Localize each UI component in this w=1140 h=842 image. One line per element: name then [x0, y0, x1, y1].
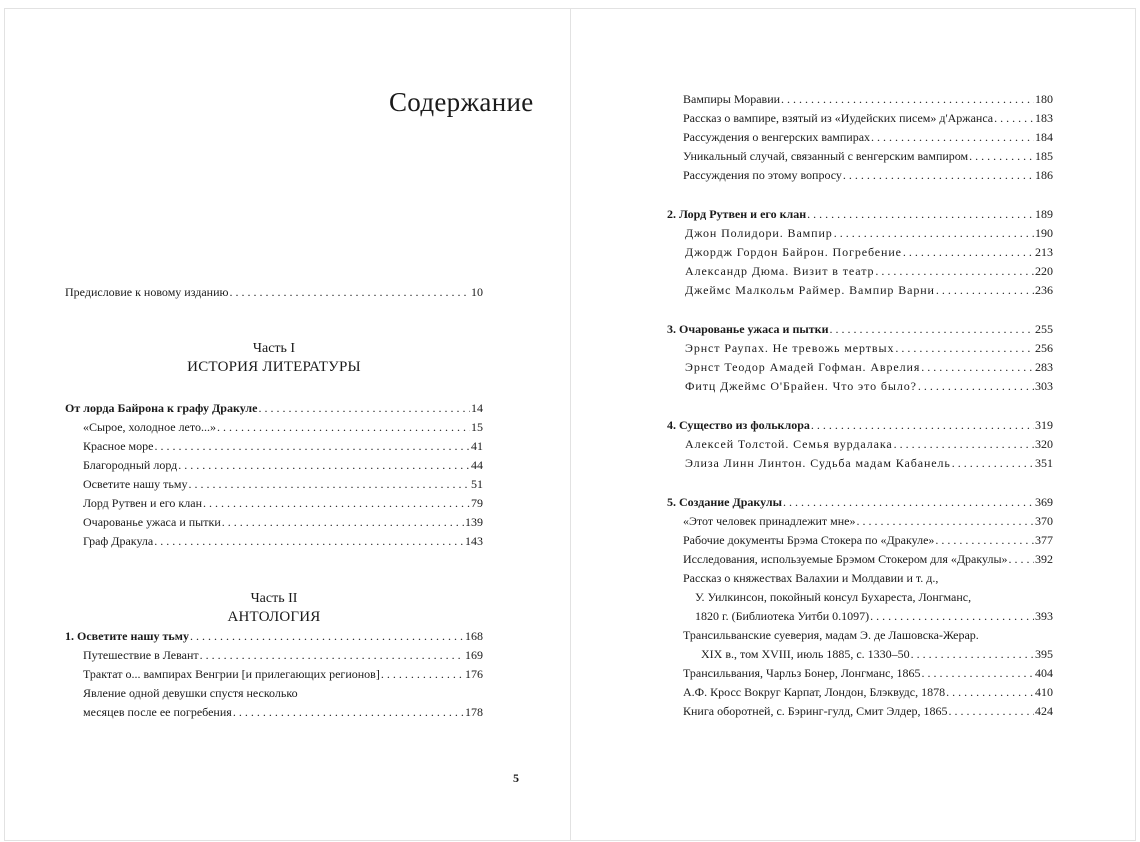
toc-entry: 1820 г. (Библиотека Уитби 0.1097) . . . 393 — [695, 607, 1053, 626]
toc-entry: Уникальный случай, связанный с венгерским вампиром . . . 185 — [683, 147, 1053, 166]
left-page — [4, 8, 571, 841]
right-page — [571, 8, 1136, 841]
toc-section-heading: 5. Создание Дракулы . . . 369 — [667, 493, 1053, 512]
toc-entry: Трансильвания, Чарльз Бонер, Лонгманс, 1865 . . . 404 — [683, 664, 1053, 683]
part-label: Часть II — [250, 591, 298, 606]
toc-entry: Фитц Джеймс О'Брайен. Что это было? . . . 303 — [685, 377, 1053, 396]
toc-title: Содержание — [389, 87, 534, 117]
toc-entry: Джон Полидори. Вампир . . . 190 — [685, 224, 1053, 243]
toc-section-heading: 1. Осветите нашу тьму . . . 168 — [65, 627, 483, 646]
toc-entry: Красное море . . . 41 — [83, 437, 483, 456]
toc-entry: Александр Дюма. Визит в театр . . . 220 — [685, 262, 1053, 281]
toc-entry: Рабочие документы Брэма Стокера по «Дракуле» . . . 377 — [683, 531, 1053, 550]
part-1-header — [5, 339, 543, 377]
part-title: ИСТОРИЯ ЛИТЕРАТУРЫ — [187, 359, 361, 375]
toc-entry: Вампиры Моравии . . . 180 — [683, 90, 1053, 109]
toc-entry: Трактат о... вампирах Венгрии [и прилегающих регионов] . . . 176 — [83, 665, 483, 684]
toc-entry: Рассуждения по этому вопросу . . . 186 — [683, 166, 1053, 185]
toc-entry: Лорд Рутвен и его клан . . . 79 — [83, 494, 483, 513]
toc-entry: Путешествие в Левант . . . 169 — [83, 646, 483, 665]
toc-entry-line: У. Уилкинсон, покойный консул Бухареста, Лонгманс, — [695, 590, 972, 604]
toc-entry: «Сырое, холодное лето...» . . . 15 — [83, 418, 483, 437]
toc-entry: Книга оборотней, с. Бэринг-гулд, Смит Элдер, 1865 . . . 424 — [683, 702, 1053, 721]
part-title: АНТОЛОГИЯ — [227, 609, 321, 625]
page-number: 5 — [513, 771, 519, 785]
toc-entry: месяцев после ее погребения . . . 178 — [83, 703, 483, 722]
toc-entry: Граф Дракула . . . 143 — [83, 532, 483, 551]
toc-entry: Рассуждения о венгерских вампирах . . . 184 — [683, 128, 1053, 147]
toc-entry: А.Ф. Кросс Вокруг Карпат, Лондон, Блэквудс, 1878 . . . 410 — [683, 683, 1053, 702]
toc-entry: Джеймс Малкольм Раймер. Вампир Варни . . . 236 — [685, 281, 1053, 300]
toc-section-heading: 2. Лорд Рутвен и его клан . . . 189 — [667, 205, 1053, 224]
toc-entry: XIX в., том XVIII, июль 1885, с. 1330–50 . . . 395 — [701, 645, 1053, 664]
part-label: Часть I — [252, 341, 296, 356]
toc-entry: Алексей Толстой. Семья вурдалака . . . 320 — [685, 435, 1053, 454]
toc-entry-line: Трансильванские суеверия, мадам Э. де Лашовска-Жерар. — [683, 628, 979, 642]
toc-entry: Эрнст Раупах. Не тревожь мертвых . . . 256 — [685, 339, 1053, 358]
toc-section-heading: От лорда Байрона к графу Дракуле . . . 14 — [65, 399, 483, 418]
toc-entry: Джордж Гордон Байрон. Погребение . . . 213 — [685, 243, 1053, 262]
toc-entry: «Этот человек принадлежит мне» . . . 370 — [683, 512, 1053, 531]
toc-entry: Эрнст Теодор Амадей Гофман. Аврелия . . . 283 — [685, 358, 1053, 377]
toc-entry-line: Рассказ о княжествах Валахии и Молдавии и т. д., — [683, 571, 939, 585]
toc-section-heading: 3. Очарованье ужаса и пытки . . . 255 — [667, 320, 1053, 339]
toc-entry-line: Явление одной девушки спустя несколько — [83, 686, 298, 700]
toc-entry: Рассказ о вампире, взятый из «Иудейских писем» д'Аржанса . . . 183 — [683, 109, 1053, 128]
toc-entry: Благородный лорд . . . 44 — [83, 456, 483, 475]
toc-entry: Очарованье ужаса и пытки . . . 139 — [83, 513, 483, 532]
toc-section-heading: 4. Существо из фольклора . . . 319 — [667, 416, 1053, 435]
toc-entry: Осветите нашу тьму . . . 51 — [83, 475, 483, 494]
toc-entry: Исследования, используемые Брэмом Стокером для «Дракулы» . . . 392 — [683, 550, 1053, 569]
toc-entry: Элиза Линн Линтон. Судьба мадам Кабанель . . . 351 — [685, 454, 1053, 473]
part-2-header — [5, 589, 543, 627]
toc-entry-preface: Предисловие к новому изданию . . . 10 — [65, 283, 483, 302]
